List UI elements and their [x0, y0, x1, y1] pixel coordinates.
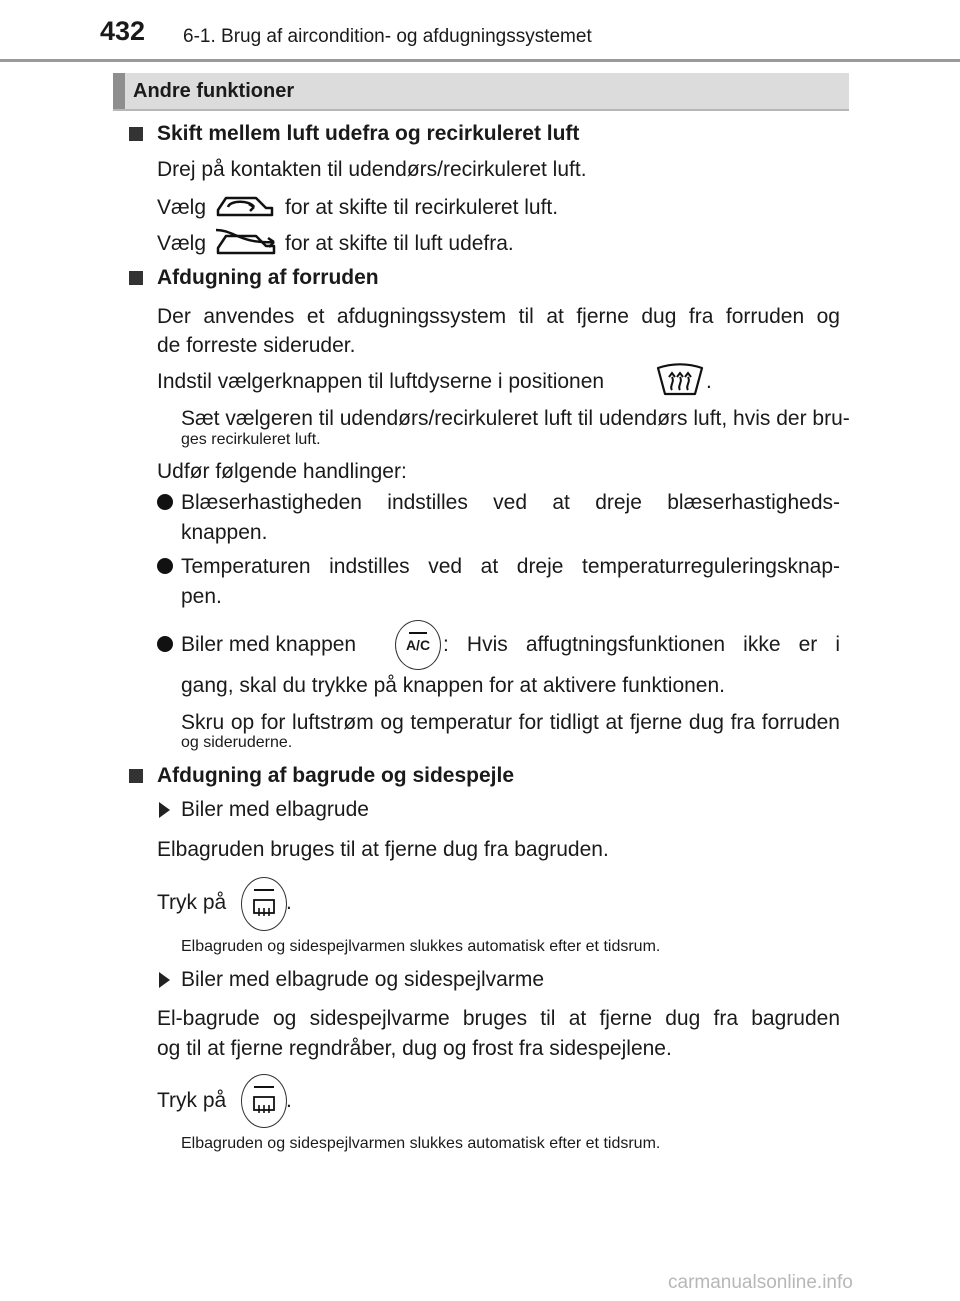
subheading: Biler med elbagrude	[181, 798, 369, 821]
heading-rear-defog: Afdugning af bagrude og sidespejle	[157, 764, 515, 787]
bullet-text: Blæserhastigheden indstilles ved at dreje blæserhastigheds-	[181, 491, 840, 514]
page-number: 432	[100, 16, 146, 46]
paragraph: og til at fjerne regndråber, dug og frost fra sidespejlene.	[157, 1037, 672, 1060]
bullet-text: : Hvis affugtningsfunktionen ikke er i	[443, 633, 840, 656]
heading-recirculation: Skift mellem luft udefra og recirkuleret luft	[157, 122, 580, 145]
rear-defogger-icon	[241, 1074, 287, 1128]
heading-windshield-defog: Afdugning af forruden	[157, 266, 379, 289]
ac-button-icon	[395, 620, 441, 670]
note: Sæt vælgeren til udendørs/recirkuleret luft til udendørs luft, hvis der bru-	[181, 407, 850, 430]
section-marker	[113, 73, 125, 109]
note: Elbagruden og sidespejlvarmen slukkes automatisk efter et tidsrum.	[181, 1135, 661, 1152]
paragraph-text: Vælg	[157, 196, 207, 219]
paragraph-text: for at skifte til luft udefra.	[285, 232, 514, 255]
paragraph: de forreste sideruder.	[157, 334, 356, 357]
windshield-defog-icon	[655, 360, 705, 398]
paragraph: Udfør følgende handlinger:	[157, 460, 407, 483]
paragraph-text: Tryk på	[157, 1089, 227, 1112]
paragraph: El-bagrude og sidespejlvarme bruges til at fjerne dug fra bagruden	[157, 1007, 840, 1030]
heading-square-icon	[129, 127, 143, 141]
paragraph-text: Vælg	[157, 232, 207, 255]
note: ges recirkuleret luft.	[181, 431, 321, 448]
subheading-arrow-icon	[159, 972, 170, 988]
paragraph-text: .	[286, 1089, 292, 1112]
bullet-icon	[157, 558, 173, 574]
paragraph: Drej på kontakten til udendørs/recirkuleret luft.	[157, 158, 587, 181]
rear-defogger-graphic	[242, 878, 286, 930]
section-header	[113, 73, 849, 109]
section-rule	[113, 109, 849, 111]
subheading-arrow-icon	[159, 802, 170, 818]
paragraph: Der anvendes et afdugningssystem til at fjerne dug fra forruden og	[157, 305, 840, 328]
bullet-text: Biler med knappen	[181, 633, 357, 656]
paragraph-text: Indstil vælgerknappen til luftdyserne i positionen	[157, 370, 605, 393]
paragraph-text: for at skifte til recirkuleret luft.	[285, 196, 559, 219]
section-title: Andre funktioner	[133, 80, 295, 102]
paragraph-text: .	[706, 370, 712, 393]
paragraph-text: .	[286, 891, 292, 914]
heading-square-icon	[129, 769, 143, 783]
bullet-text: pen.	[181, 585, 222, 608]
chapter-title: 6-1. Brug af aircondition- og afdugningssystemet	[183, 26, 592, 47]
heading-square-icon	[129, 271, 143, 285]
paragraph-text: Tryk på	[157, 891, 227, 914]
header-rule	[0, 59, 960, 62]
bullet-text: gang, skal du trykke på knappen for at aktivere funktionen.	[181, 674, 726, 697]
watermark: carmanualsonline.info	[668, 1272, 853, 1293]
rear-defogger-icon	[241, 877, 287, 931]
rear-defogger-graphic	[242, 1075, 286, 1127]
note: Elbagruden og sidespejlvarmen slukkes automatisk efter et tidsrum.	[181, 938, 661, 955]
note: og sideruderne.	[181, 734, 293, 751]
bullet-icon	[157, 636, 173, 652]
note: Skru op for luftstrøm og temperatur for tidligt at fjerne dug fra forruden	[181, 711, 840, 734]
outside-air-icon	[214, 224, 278, 260]
bullet-icon	[157, 494, 173, 510]
paragraph: Elbagruden bruges til at fjerne dug fra bagruden.	[157, 838, 609, 861]
bullet-text: Temperaturen indstilles ved at dreje temperaturreguleringsknap-	[181, 555, 840, 578]
bullet-text: knappen.	[181, 521, 268, 544]
ac-label: A/C	[405, 637, 431, 653]
subheading: Biler med elbagrude og sidespejlvarme	[181, 968, 545, 991]
recirculated-air-icon	[214, 188, 276, 224]
